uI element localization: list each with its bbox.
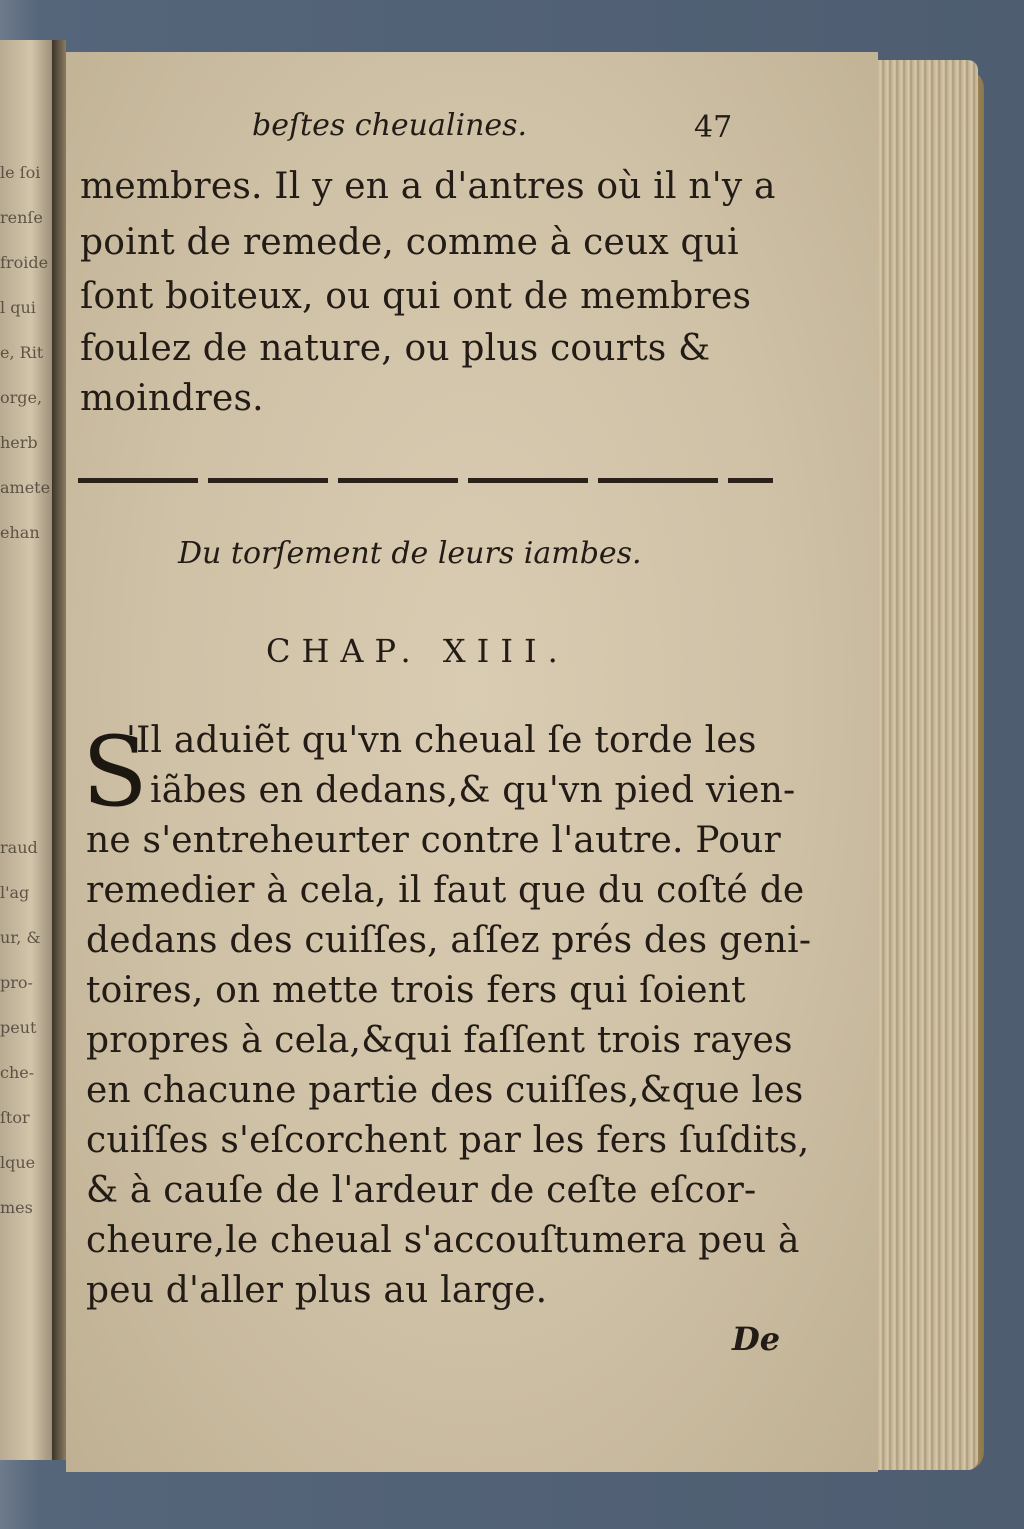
running-head: beſtes cheualines. — [252, 108, 528, 143]
facing-page-fragment-line — [0, 600, 52, 645]
facing-page-fragment-line: raud — [0, 838, 38, 857]
facing-page-fragment-line: le ſoi — [0, 163, 41, 182]
text-line: 'Il aduiẽt qu'vn cheual ſe torde les — [126, 720, 757, 761]
facing-page-fragment-line — [0, 780, 52, 825]
drop-cap: S — [82, 716, 148, 828]
facing-page-fragment — [0, 40, 52, 1460]
facing-page-fragment-line: froide — [0, 253, 49, 272]
chapter-heading: CHAP. XIII. — [266, 632, 569, 670]
facing-page-fragment-line: orge, — [0, 388, 43, 407]
text-line: en chacune partie des cuiſſes,&que les — [86, 1070, 804, 1111]
facing-page-fragment-line: ehan — [0, 523, 40, 542]
facing-page-fragment-line: e, Rit — [0, 343, 44, 362]
facing-page-fragment-line: mes — [0, 1198, 33, 1217]
text-line: iãbes en dedans,& qu'vn pied vien- — [150, 770, 796, 811]
section-rule — [78, 478, 773, 483]
text-line: moindres. — [80, 378, 264, 419]
facing-page-fragment-line: l'ag — [0, 883, 30, 902]
text-line: ne s'entreheurter contre l'autre. Pour — [86, 820, 781, 861]
text-line: membres. Il y en a d'antres où il n'y a — [80, 166, 776, 207]
facing-page-fragment-line: pro- — [0, 973, 33, 992]
section-title: Du torſement de leurs iambes. — [178, 536, 642, 571]
book-gutter — [52, 40, 66, 1460]
facing-page-fragment-line: ur, & — [0, 928, 41, 947]
facing-page-fragment-line — [0, 555, 52, 600]
facing-page-fragment-line — [0, 735, 52, 780]
catchword: De — [732, 1320, 781, 1358]
facing-page-fragment-line: amete — [0, 478, 51, 497]
facing-page-fragment-line — [0, 645, 52, 690]
text-line: toires, on mette trois fers qui ſoient — [86, 970, 746, 1011]
page-edges — [878, 60, 978, 1470]
facing-page-fragment-line: che- — [0, 1063, 35, 1082]
text-line: remedier à cela, il faut que du coſté de — [86, 870, 805, 911]
facing-page-fragment-line: ſtor — [0, 1108, 30, 1127]
text-line: & à cauſe de l'ardeur de ceſte eſcor- — [86, 1170, 757, 1211]
text-line: dedans des cuiſſes, aſſez prés des geni- — [86, 920, 812, 961]
text-line: foulez de nature, ou plus courts & — [80, 328, 711, 369]
facing-page-text — [0, 150, 52, 1230]
text-line: peu d'aller plus au large. — [86, 1270, 548, 1311]
facing-page-fragment-line: herb — [0, 433, 38, 452]
text-line: propres à cela,&qui faſſent trois rayes — [86, 1020, 793, 1061]
page — [66, 52, 878, 1472]
facing-page-fragment-line: peut — [0, 1018, 37, 1037]
page-number: 47 — [694, 110, 733, 145]
text-line: cuiſſes s'eſcorchent par les fers ſuſdits, — [86, 1120, 810, 1161]
text-line: ſont boiteux, ou qui ont de membres — [80, 276, 752, 317]
facing-page-fragment-line: lque — [0, 1153, 36, 1172]
facing-page-fragment-line: l qui — [0, 298, 36, 317]
text-line: cheure,le cheual s'accouſtumera peu à — [86, 1220, 800, 1261]
text-line: point de remede, comme à ceux qui — [80, 222, 739, 263]
facing-page-fragment-line — [0, 690, 52, 735]
facing-page-fragment-line: renſe — [0, 208, 43, 227]
